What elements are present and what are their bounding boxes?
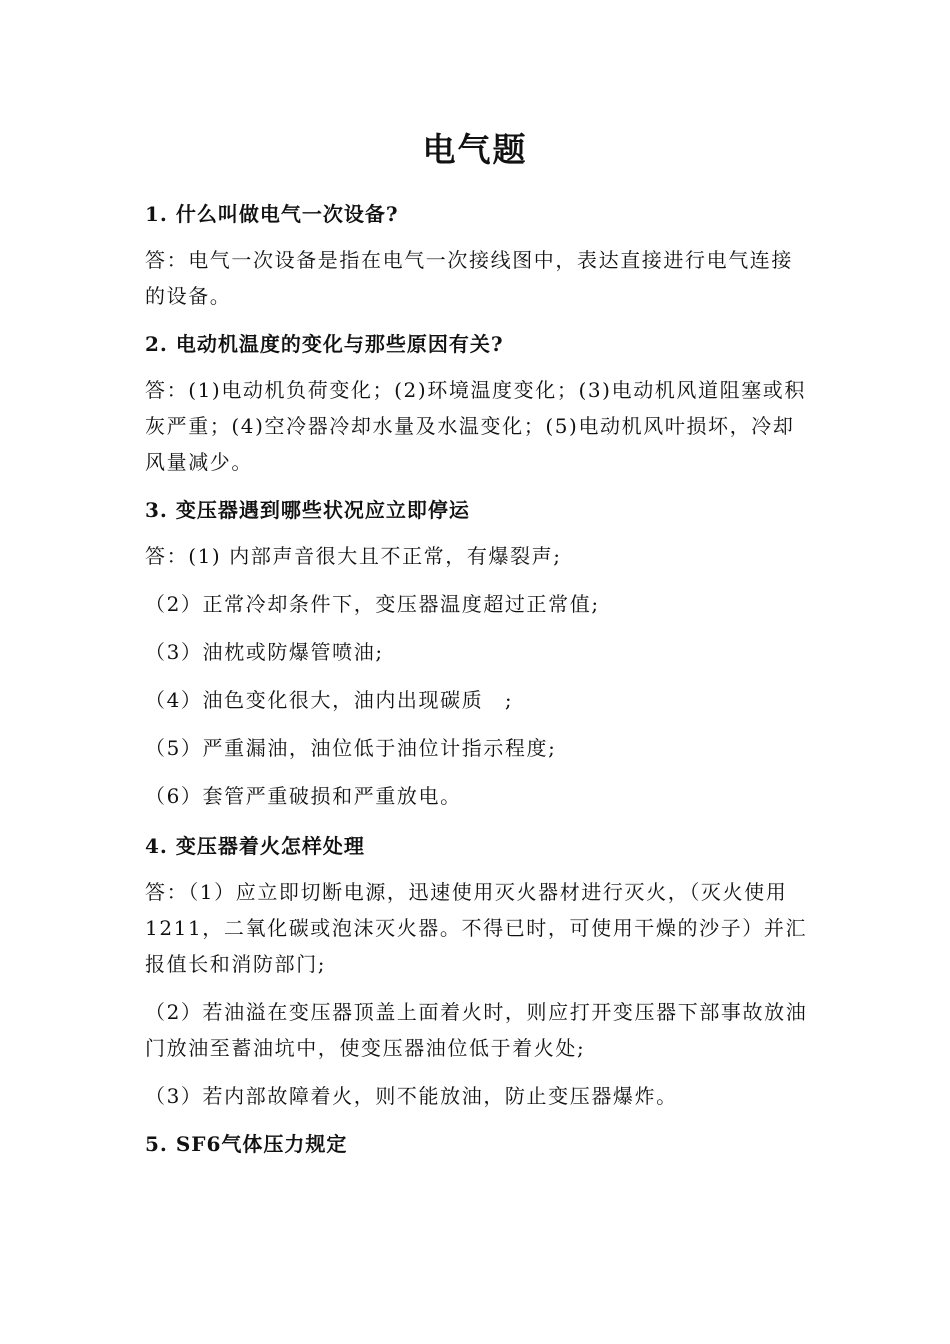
answer-3: 答：(1) 内部声音很大且不正常，有爆裂声; — [145, 544, 562, 568]
page-title: 电气题 — [422, 130, 528, 169]
answer-2: 答：(1)电动机负荷变化；(2)环境温度变化；(3)电动机风道阻塞或积灰严重；(4)空冷器冷却水量及水温变化；(5)电动机风叶损坏，冷却风量减少。 — [145, 378, 806, 474]
answer-1: 答：电气一次设备是指在电气一次接线图中，表达直接进行电气连接的设备。 — [145, 248, 793, 308]
answer-4-item-2: （2）若油溢在变压器顶盖上面着火时，则应打开变压器下部事故放油门放油至蓄油坑中，使变压器油位低于着火处; — [145, 1000, 808, 1060]
answer-3-item-4: （4）油色变化很大，油内出现碳质 ; — [145, 688, 514, 712]
answer-3-item-5: （5）严重漏油，油位低于油位计指示程度; — [145, 736, 557, 760]
question-2: 2. 电动机温度的变化与那些原因有关? — [145, 332, 504, 356]
question-4: 4. 变压器着火怎样处理 — [145, 834, 365, 858]
answer-3-item-3: （3）油枕或防爆管喷油; — [145, 640, 384, 664]
question-1: 1. 什么叫做电气一次设备? — [145, 202, 399, 226]
answer-3-item-6: （6）套管严重破损和严重放电。 — [145, 784, 462, 808]
answer-3-item-2: （2）正常冷却条件下，变压器温度超过正常值; — [145, 592, 600, 616]
document-body — [145, 196, 813, 1172]
question-5: 5. SF6气体压力规定 — [145, 1132, 348, 1156]
answer-4: 答：（1）应立即切断电源，迅速使用灭火器材进行灭火，（灭火使用 1211，二氧化碳或泡沫灭火器。不得已时，可使用干燥的沙子）并汇报值长和消防部门; — [145, 880, 808, 976]
question-3: 3. 变压器遇到哪些状况应立即停运 — [145, 498, 470, 522]
answer-4-item-3: （3）若内部故障着火，则不能放油，防止变压器爆炸。 — [145, 1084, 678, 1108]
